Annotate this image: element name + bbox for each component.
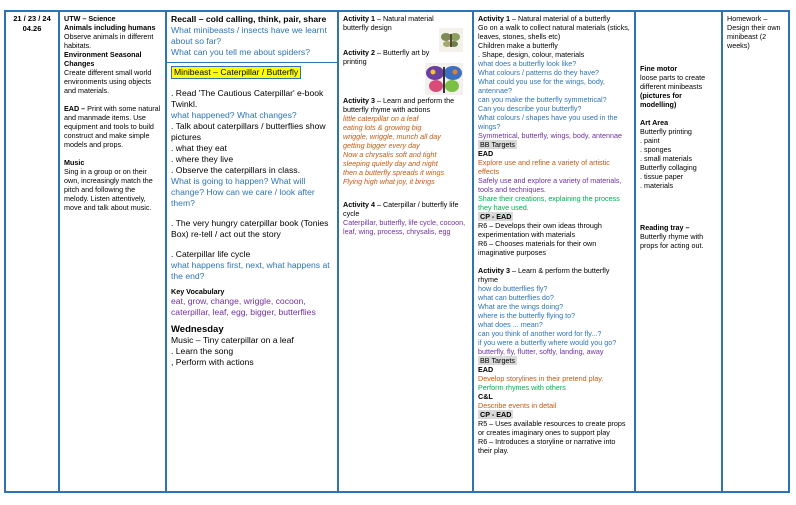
detail-shape: . Shape, design, colour, materials bbox=[478, 50, 585, 59]
recall-q4: What is going to happen? What will change? How can we care / look after them? bbox=[171, 176, 315, 208]
animals-title: Animals including humans bbox=[64, 23, 156, 32]
wednesday-music: Music – Tiny caterpillar on a leaf bbox=[171, 335, 294, 345]
music-text: Sing in a group or on their own, increasingly match the pitch and following the melody. Listen attentively, move and talk about music. bbox=[64, 167, 153, 212]
detail-ead2: EAD bbox=[478, 365, 494, 374]
rhyme-line: Flying high what joy, it brings bbox=[343, 177, 435, 186]
detail-r5: R5 – Uses available resources to create props or creates imaginary ones to support play bbox=[478, 419, 626, 437]
vocab-title: Key Vocabulary bbox=[171, 287, 225, 296]
detail-ead1: EAD bbox=[478, 149, 494, 158]
question-line: What colours / shapes have you used in the wings? bbox=[478, 113, 618, 131]
rhyme-line: wriggle, wriggle, munch all day bbox=[343, 132, 441, 141]
detail-ead1-orange: Explore use and refine a variety of artistic effects bbox=[478, 158, 610, 176]
detail-questions-3 bbox=[478, 284, 630, 347]
question-line: what can butterflies do? bbox=[478, 293, 554, 302]
animals-text: Observe animals in different habitats. bbox=[64, 32, 154, 50]
rhyme-line: eating lots & growing big bbox=[343, 123, 422, 132]
rhyme-list bbox=[343, 114, 468, 186]
detail-ead1-green: Share their creations, explaining the process they have used. bbox=[478, 194, 620, 212]
recall-column bbox=[167, 12, 339, 491]
wednesday-learn: . Learn the song bbox=[171, 346, 234, 356]
detail-fly: butterfly, fly, flutter, softly, landing, away bbox=[478, 347, 604, 356]
detail-column bbox=[474, 12, 636, 491]
recall-lifecycle: . Caterpillar life cycle bbox=[171, 249, 251, 259]
recall-q2: What can you tell me about spiders? bbox=[171, 47, 311, 57]
recall-eat: . what they eat bbox=[171, 143, 227, 153]
detail-cl-orange: Describe events in detail bbox=[478, 401, 557, 410]
recall-live: . where they live bbox=[171, 154, 234, 164]
music-title: Music bbox=[64, 158, 85, 167]
detail-sym: Symmetrical, butterfly, wings, body, antennae bbox=[478, 131, 622, 140]
provision-column bbox=[636, 12, 723, 491]
reading-text: Butterfly rhyme with props for acting out. bbox=[640, 232, 704, 250]
question-line: What could you use for the wings, body, antennae? bbox=[478, 77, 605, 95]
recall-q1: What minibeasts / insects have we learnt about so far? bbox=[171, 25, 327, 46]
detail-ead1-purple: Safely use and explore a variety of materials, tools and techniques. bbox=[478, 176, 622, 194]
ead-block: EAD – Print with some natural and manmade items. Use equipment and tools to build construct and make simple models and props. bbox=[64, 104, 161, 149]
activity2: Activity 2 – Butterfly art by printing bbox=[343, 48, 430, 66]
minibeast-label: Minibeast – Caterpillar / Butterfly bbox=[171, 66, 301, 79]
detail-r6c: R6 – Introduces a storyline or narrative into their play. bbox=[478, 437, 616, 455]
art-area-list bbox=[640, 127, 717, 190]
activities-column bbox=[339, 12, 474, 491]
detail-cl: C&L bbox=[478, 392, 493, 401]
art-item: . sponges bbox=[640, 145, 672, 154]
question-line: Can you describe your butterfly? bbox=[478, 104, 582, 113]
rhyme-line: little caterpillar on a leaf bbox=[343, 114, 419, 123]
activity1: Activity 1 – Natural material butterfly design bbox=[343, 14, 434, 32]
env-title: Environment Seasonal Changes bbox=[64, 50, 142, 68]
bb-targets-1: BB Targets bbox=[480, 140, 516, 149]
fine-motor-note: (pictures for modelling) bbox=[640, 91, 682, 109]
detail-walk: Go on a walk to collect natural materials (sticks, leaves, stones, shells etc) bbox=[478, 23, 630, 41]
utw-column bbox=[60, 12, 167, 491]
art-area-title: Art Area bbox=[640, 118, 669, 127]
rhyme-line: Now a chrysalis soft and tight bbox=[343, 150, 437, 159]
art-item: . materials bbox=[640, 181, 674, 190]
activity4-vocab: Caterpillar, butterfly, life cycle, cocoon, leaf, wing, process, chrysalis, egg bbox=[343, 218, 466, 236]
detail-activity1: Activity 1 – Natural material of a butterfly bbox=[478, 14, 611, 23]
recall-read: . Read 'The Cautious Caterpillar' e-book Twinkl. bbox=[171, 88, 324, 109]
detail-r6b: R6 – Chooses materials for their own imaginative purposes bbox=[478, 239, 597, 257]
homework-text: Homework – Design their own minibeast (2 weeks) bbox=[727, 14, 781, 50]
printed-butterfly-image bbox=[425, 63, 463, 95]
cp-ead-1: CP - EAD bbox=[480, 212, 512, 221]
fine-motor-title: Fine motor bbox=[640, 64, 678, 73]
week-column bbox=[6, 12, 60, 491]
activity4: Activity 4 – Caterpillar / butterfly life cycle bbox=[343, 200, 459, 218]
rhyme-line: sleeping quietly day and night bbox=[343, 159, 438, 168]
rhyme-line: then a butterfly spreads it wings bbox=[343, 168, 445, 177]
leaf-butterfly-image bbox=[439, 28, 463, 52]
week-year: 04.26 bbox=[22, 24, 42, 33]
question-line: if you were a butterfly where would you go? bbox=[478, 338, 617, 347]
detail-ead2-orange: Develop storylines in their pretend play. bbox=[478, 374, 604, 383]
recall-q5: what happens first, next, what happens at the end? bbox=[171, 260, 330, 281]
recall-talk: . Talk about caterpillars / butterflies show pictures bbox=[171, 121, 326, 142]
question-line: what does a butterfly look like? bbox=[478, 59, 577, 68]
detail-r6a: R6 – Develops their own ideas through experimentation with materials bbox=[478, 221, 602, 239]
env-text: Create different small world environments using objects and materials. bbox=[64, 68, 152, 95]
recall-hungry: . The very hungry caterpillar book (Tonies Box) re-tell / act out the story bbox=[171, 218, 329, 239]
question-line: What are the wings doing? bbox=[478, 302, 564, 311]
question-line: can you make the butterfly symmetrical? bbox=[478, 95, 607, 104]
detail-questions-1 bbox=[478, 59, 630, 131]
wednesday-title: Wednesday bbox=[171, 324, 224, 335]
recall-q3: what happened? What changes? bbox=[171, 110, 297, 120]
art-item: Butterfly printing bbox=[640, 127, 692, 136]
art-item: Butterfly collaging bbox=[640, 163, 697, 172]
wednesday-perform: , Perform with actions bbox=[171, 357, 254, 367]
fine-motor-text: loose parts to create different minibeasts bbox=[640, 73, 706, 91]
question-line: how do butterflies fly? bbox=[478, 284, 548, 293]
activity3: Activity 3 – Learn and perform the butterfly rhyme with actions bbox=[343, 96, 455, 114]
vocab-list: eat, grow, change, wriggle, cocoon, caterpillar, leaf, egg, bigger, butterflies bbox=[171, 296, 316, 317]
art-item: . small materials bbox=[640, 154, 692, 163]
recall-title: Recall – cold calling, think, pair, share bbox=[171, 14, 327, 24]
rhyme-line: getting bigger every day bbox=[343, 141, 420, 150]
reading-title: Reading tray – bbox=[640, 223, 690, 232]
recall-observe: . Observe the caterpillars in class. bbox=[171, 165, 300, 175]
detail-activity3: Activity 3 – Learn & perform the butterfly rhyme bbox=[478, 266, 610, 284]
art-item: . paint bbox=[640, 136, 660, 145]
planning-table bbox=[4, 10, 790, 493]
question-line: what does ... mean? bbox=[478, 320, 543, 329]
question-line: can you think of another word for fly...? bbox=[478, 329, 602, 338]
detail-ead2-green: Perform rhymes with others bbox=[478, 383, 566, 392]
homework-column bbox=[723, 12, 788, 491]
detail-make: Children make a butterfly bbox=[478, 41, 558, 50]
bb-targets-2: BB Targets bbox=[480, 356, 516, 365]
utw-title: UTW – Science bbox=[64, 14, 116, 23]
question-line: What colours / patterns do they have? bbox=[478, 68, 600, 77]
question-line: where is the butterfly flying to? bbox=[478, 311, 576, 320]
week-dates: 21 / 23 / 24 bbox=[13, 14, 51, 23]
art-item: . tissue paper bbox=[640, 172, 684, 181]
cp-ead-2: CP - EAD bbox=[480, 410, 512, 419]
